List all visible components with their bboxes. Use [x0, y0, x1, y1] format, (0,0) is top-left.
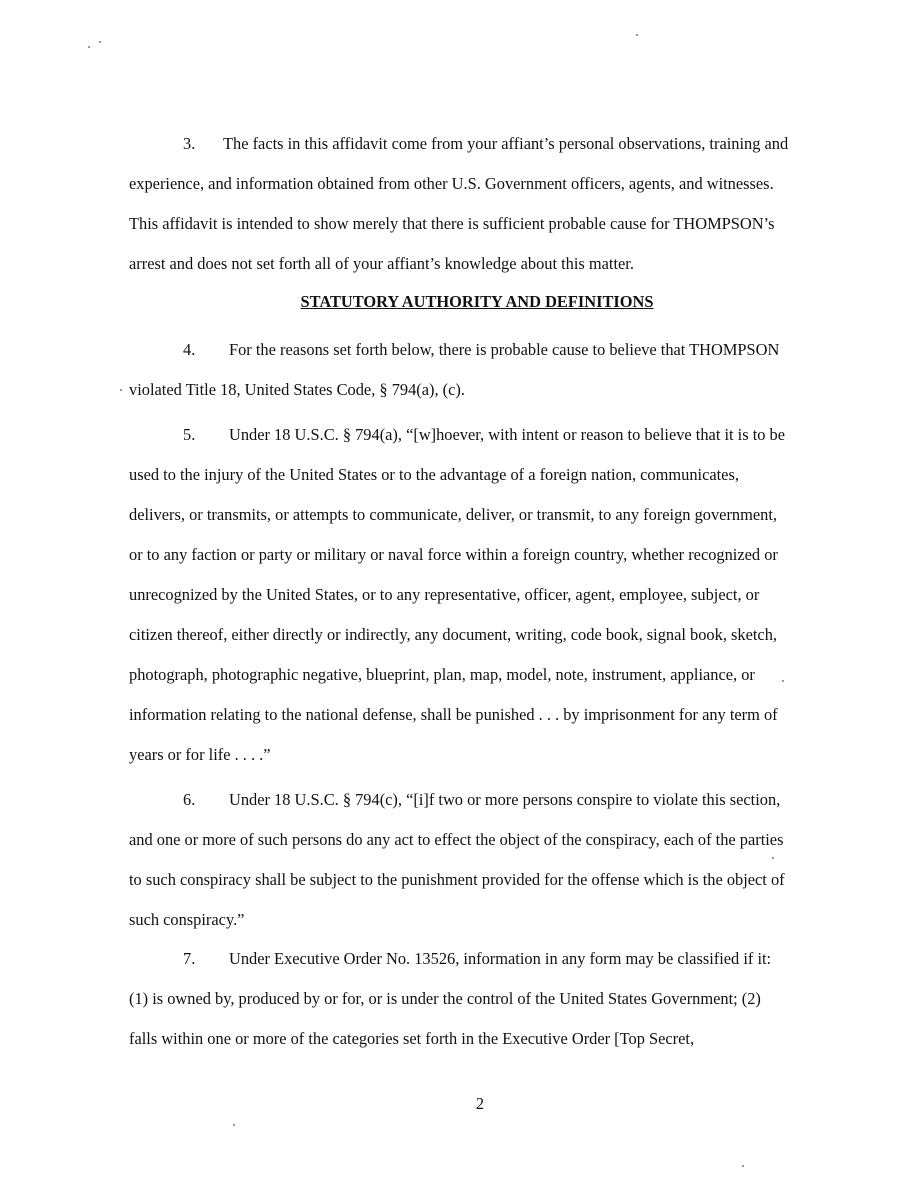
paragraph-number: 4.	[183, 340, 196, 359]
paragraph-number: 3.	[183, 134, 196, 153]
scan-speck	[636, 34, 638, 36]
paragraph-text: For the reasons set forth below, there is probable cause to believe that THOMPSON violated Title 18, United States Code, § 794(a), (c).	[129, 340, 780, 399]
scan-speck	[88, 46, 90, 48]
paragraph-number: 5.	[183, 425, 196, 444]
scan-speck	[742, 1165, 744, 1167]
paragraph-number: 6.	[183, 790, 196, 809]
scan-speck	[99, 41, 101, 43]
paragraph-text: Under 18 U.S.C. § 794(a), “[w]hoever, with intent or reason to believe that it is to be used to the injury of the United States or to the advantage of a foreign nation, communicates, delivers, or transmits, or attempts to communicate, deliver, or transmit, to any foreign government, or to any faction or party or military or naval force within a foreign country, whether recognized or unrecognized by the United States, or to any representative, officer, agent, employee, subject, or citizen thereof, either directly or indirectly, any document, writing, code book, signal book, sketch, photograph, photographic negative, blueprint, plan, map, model, note, instrument, appliance, or information relating to the national defense, shall be punished . . . by imprisonment for any term of years or for life . . . .”	[129, 425, 786, 764]
scan-speck	[233, 1124, 235, 1126]
paragraph-text: The facts in this affidavit come from your affiant’s personal observations, training and experience, and information obtained from other U.S. Government officers, agents, and witnesses. This affidavit is intended to show merely that there is sufficient probable cause for THOMPSON’s arrest and does not set forth all of your affiant’s knowledge about this matter.	[129, 134, 789, 273]
scan-speck	[772, 857, 774, 859]
paragraph-7	[129, 939, 789, 1059]
paragraph-text: Under 18 U.S.C. § 794(c), “[i]f two or more persons conspire to violate this section, and one or more of such persons do any act to effect the object of the conspiracy, each of the parties to such conspiracy shall be subject to the punishment provided for the offense which is the object of such conspiracy.”	[129, 790, 785, 929]
paragraph-6	[129, 780, 789, 940]
paragraph-3	[129, 124, 789, 284]
paragraph-number: 7.	[183, 949, 196, 968]
scan-speck	[120, 389, 122, 391]
paragraph-text: Under Executive Order No. 13526, information in any form may be classified if it: (1) is owned by, produced by or for, or is under the control of the United States Government; (2) falls within one or more of the categories set forth in the Executive Order [Top Secret,	[129, 949, 772, 1048]
paragraph-5	[129, 415, 789, 775]
paragraph-4	[129, 330, 789, 410]
section-heading: STATUTORY AUTHORITY AND DEFINITIONS	[300, 292, 654, 311]
page-number: 2	[475, 1094, 485, 1113]
scan-speck	[782, 680, 784, 682]
